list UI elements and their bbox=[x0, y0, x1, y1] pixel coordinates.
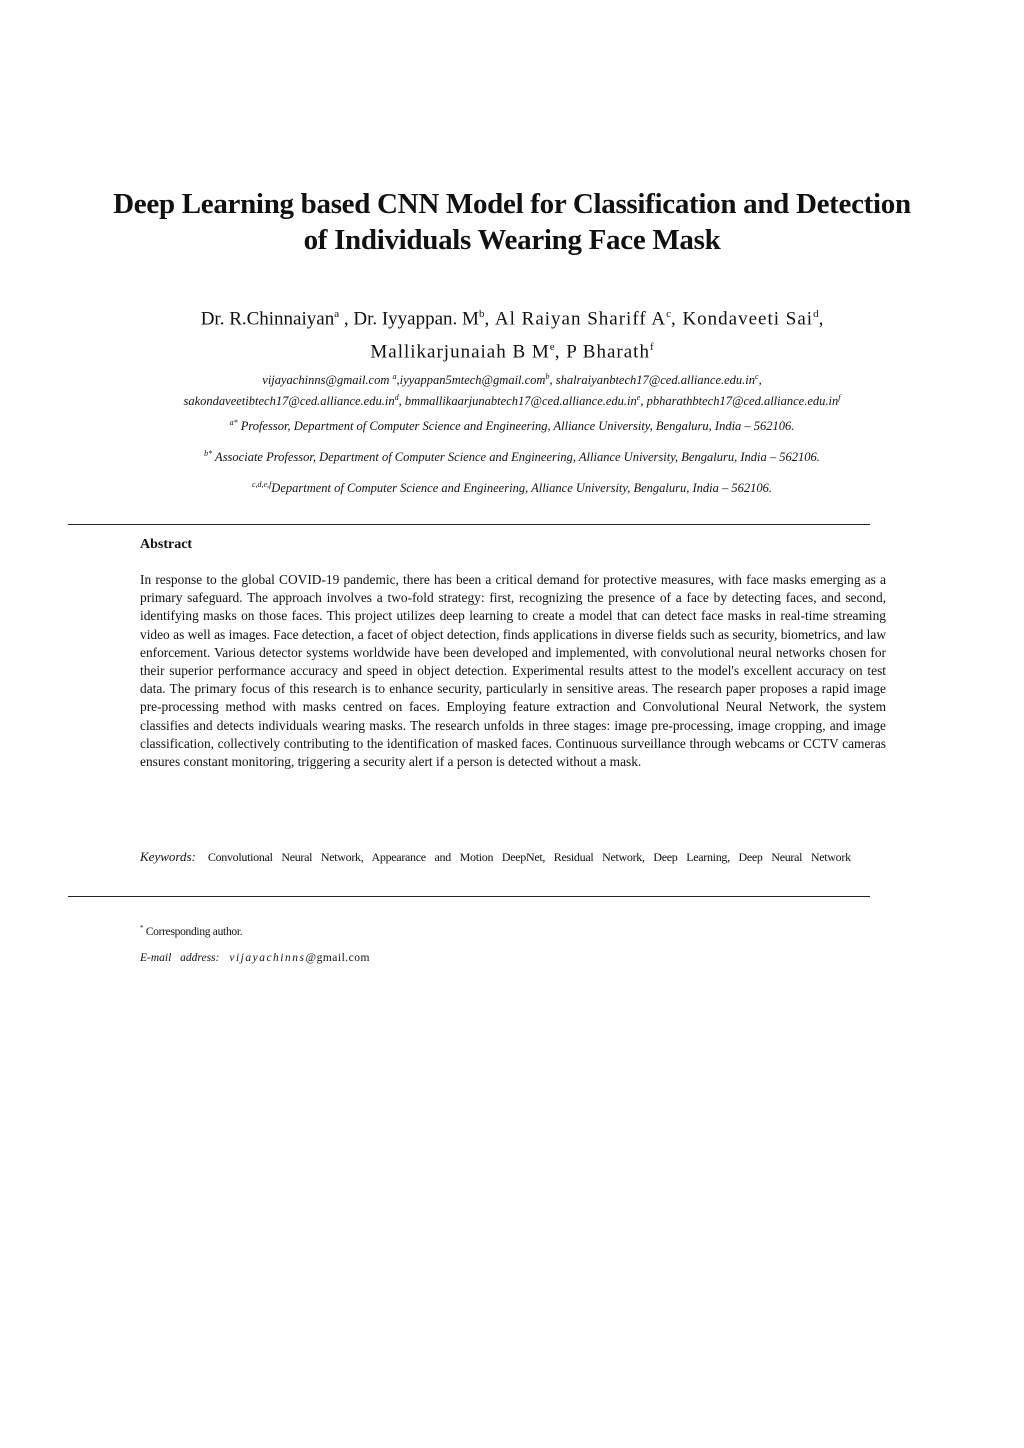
author-email: , bmmallikaarjunabtech17@ced.alliance.edu.in bbox=[398, 394, 637, 409]
author-name: , Kondaveeti Sai bbox=[670, 308, 814, 330]
author-name: Mallikarjunaiah B M bbox=[370, 341, 550, 363]
author-email: sakondaveetibtech17@ced.alliance.edu.in bbox=[183, 394, 395, 409]
author-email: , shalraiyanbtech17@ced.alliance.edu.in bbox=[549, 373, 756, 388]
affiliation-mark: b* bbox=[204, 449, 213, 458]
author-line-2 bbox=[100, 333, 924, 366]
author-line-1 bbox=[100, 300, 924, 333]
top-divider bbox=[68, 524, 870, 525]
author-name: , Dr. Iyyappan. M bbox=[339, 308, 479, 330]
corresponding-author-text: Corresponding author. bbox=[143, 925, 243, 938]
affiliation-associate-professor bbox=[100, 445, 924, 466]
author-email: , pbharathbtech17@ced.alliance.edu.in bbox=[640, 394, 839, 409]
email-address-note bbox=[140, 952, 370, 964]
bottom-divider bbox=[68, 896, 870, 897]
email-affil-mark: e bbox=[636, 393, 641, 403]
email-affil-mark: c bbox=[755, 372, 759, 381]
footnote-mark: * bbox=[140, 924, 144, 932]
affiliation-department bbox=[100, 476, 924, 497]
author-name: , P Bharath bbox=[554, 341, 650, 363]
email-line-1 bbox=[100, 368, 924, 389]
affiliation-professor bbox=[100, 414, 924, 435]
email-address-user: vijayachinns bbox=[229, 952, 306, 964]
email-affil-mark: a bbox=[392, 372, 397, 381]
email-separator: , bbox=[758, 373, 762, 388]
author-separator: , bbox=[818, 308, 824, 330]
affiliation-text: Professor, Department of Computer Science and Engineering, Alliance University, Bengaluru, India – 562106. bbox=[237, 419, 795, 434]
keywords-label: Keywords: bbox=[140, 849, 196, 864]
author-affil-mark: e bbox=[549, 341, 555, 354]
abstract-heading: Abstract bbox=[140, 537, 193, 552]
author-affil-mark: a bbox=[334, 308, 340, 320]
affiliation-text: Department of Computer Science and Engineering, Alliance University, Bengaluru, India – 562106. bbox=[271, 481, 773, 496]
author-name: , Al Raiyan Shariff A bbox=[484, 308, 667, 330]
affiliation-mark: c,d,e,f bbox=[251, 480, 272, 489]
email-address-domain: @gmail.com bbox=[305, 952, 370, 964]
corresponding-author-note bbox=[140, 924, 242, 938]
author-list bbox=[100, 300, 924, 367]
email-address-label: E-mail address: bbox=[140, 952, 220, 964]
keywords-text: Convolutional Neural Network, Appearance and Motion DeepNet, Residual Network, Deep Learning, Deep Neural Network bbox=[207, 850, 851, 864]
author-affil-mark: f bbox=[649, 341, 654, 354]
author-emails bbox=[100, 368, 924, 410]
email-line-2 bbox=[100, 389, 924, 410]
author-affil-mark: c bbox=[666, 308, 671, 320]
affiliation-text: Associate Professor, Department of Computer Science and Engineering, Alliance University, Bengaluru, India – 562106. bbox=[212, 450, 820, 465]
email-affil-mark: b bbox=[545, 372, 550, 381]
author-email: ,iyyappan5mtech@gmail.com bbox=[396, 373, 546, 388]
author-affil-mark: b bbox=[478, 308, 485, 320]
email-affil-mark: f bbox=[838, 393, 841, 403]
author-email: vijayachinns@gmail.com bbox=[262, 373, 393, 388]
affiliation-mark: a* bbox=[229, 418, 238, 427]
author-affil-mark: d bbox=[813, 308, 819, 320]
paper-title: Deep Learning based CNN Model for Classification and Detection of Individuals Wearing Face Mask bbox=[113, 188, 911, 256]
abstract-text: In response to the global COVID-19 pandemic, there has been a critical demand for protective measures, with face masks emerging as a primary safeguard. The approach involves a two-fold strategy: first, recognizing the presence of a face by detecting faces, and second, identifying masks on those faces. This project utilizes deep learning to create a model that can detect face masks in real-time streaming video as well as images. Face detection, a facet of object detection, finds applications in diverse fields such as security, biometrics, and law enforcement. Various detector systems worldwide have been developed and implemented, with convolutional neural networks chosen for their superior performance accuracy and speed in object detection. Experimental results attest to the model's excellent accuracy on test data. The primary focus of this research is to enhance security, particularly in sensitive areas. The research paper proposes a rapid image pre-processing method with masks centred on faces. Employing feature extraction and Convolutional Neural Network, the system classifies and detects individuals wearing masks. The research unfolds in three stages: image pre-processing, image cropping, and image classification, collectively contributing to the identification of masked faces. Continuous surveillance through webcams or CCTV cameras ensures constant monitoring, triggering a security alert if a person is detected without a mask. bbox=[140, 572, 886, 770]
keywords-line bbox=[140, 849, 886, 865]
author-name: Dr. R.Chinnaiyan bbox=[200, 308, 335, 330]
email-affil-mark: d bbox=[394, 393, 399, 403]
